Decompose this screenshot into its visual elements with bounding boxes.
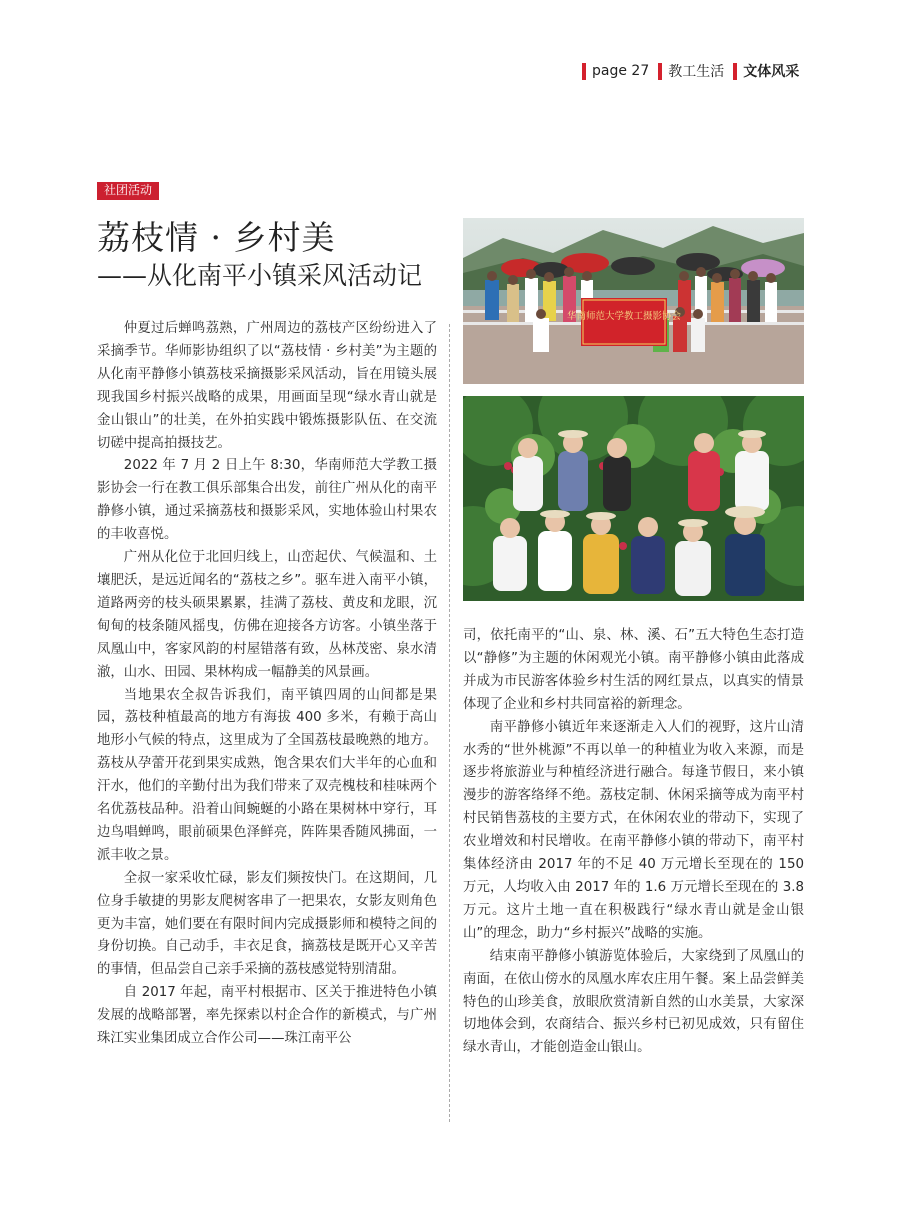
body-paragraph: 全叔一家采收忙碌，影友们频按快门。在这期间，几位身手敏捷的男影友爬树客串了一把果农，女影友则角色更为丰富，她们要在有限时间内完成摄影师和模特之间的身份切换。自己动手，丰衣足食，摘荔枝是既开心又辛苦的事情，但品尝自己亲手采摘的荔枝感觉特别清甜。 — [97, 870, 437, 978]
category-tag: 社团活动 — [97, 182, 159, 200]
column-divider — [449, 324, 450, 1122]
body-paragraph: 结束南平静修小镇游览体验后，大家绕到了凤凰山的南面，在依山傍水的凤凰水库农庄用午餐。案上品尝鲜美特色的山珍美食，放眼欣赏清新自然的山水美景，大家深切地体会到，农商结合、振兴乡村已初见成效，只有留住绿水青山，才能创造金山银山。 — [463, 948, 804, 1056]
body-paragraph: 自 2017 年起，南平村根据市、区关于推进特色小镇发展的战略部署，率先探索以村企合作的新模式，与广州珠江实业集团成立合作公司——珠江南平公 — [97, 985, 437, 1047]
body-paragraph: 仲夏过后蝉鸣荔熟，广州周边的荔枝产区纷纷进入了采摘季节。华师影协组织了以“荔枝情 · 乡村美”为主题的从化南平静修小镇荔枝采摘摄影采风活动，旨在用镜头展现我国乡村振兴战略的成果，用画面呈现“绿水青山就是金山银山”的壮美，在外拍实践中锻炼摄影队伍、在交流切磋中提高拍摄技艺。 — [97, 321, 437, 451]
left-column — [97, 318, 437, 1051]
article-title: 荔枝情 · 乡村美 — [97, 218, 336, 257]
header-bar-marker — [582, 63, 586, 80]
article-subtitle: ——从化南平小镇采风活动记 — [97, 261, 423, 290]
header-bar-marker — [733, 63, 737, 80]
page-number: page 27 — [592, 63, 650, 79]
page-header — [582, 62, 808, 80]
banner-text: 华南师范大学教工摄影协会 — [566, 311, 682, 322]
body-paragraph: 广州从化位于北回归线上，山峦起伏、气候温和、土壤肥沃，是远近闻名的“荔枝之乡”。驱车进入南平小镇，道路两旁的枝头硕果累累，挂满了荔枝、黄皮和龙眼，沉甸甸的枝条随风摇曳，仿佛在迎接各方访客。小镇坐落于凤凰山中，客家风韵的村屋错落有致，丛林茂密、泉水清澈，山水、田园、果林构成一幅静美的风景画。 — [97, 550, 437, 680]
section-name: 教工生活 — [668, 64, 725, 80]
group-photo-reservoir — [463, 218, 804, 384]
header-bar-marker — [658, 63, 662, 80]
association-banner — [567, 298, 682, 346]
lychee-picking-photo — [463, 396, 804, 601]
body-paragraph: 南平静修小镇近年来逐渐走入人们的视野，这片山清水秀的“世外桃源”不再以单一的种植业为收入来源，而是逐步将旅游业与种植经济进行融合。每逢节假日，来小镇漫步的游客络绎不绝。荔枝定制、休闲采摘等成为南平村村民销售荔枝的主要方式，在休闲农业的带动下，实现了农业增效和村民增收。在南平静修小镇的带动下，南平村集体经济由 2017 年的不足 40 万元增长至现在的 150 万元，人均收入由 2017 年的 1.6 万元增长至现在的 3.8 万元。这片土地一直在积极践行“绿水青山就是金山银山”的理念，助力“乡村振兴”战略的实施。 — [463, 719, 804, 941]
body-paragraph: 当地果农全叔告诉我们，南平镇四周的山间都是果园，荔枝种植最高的地方有海拔 400 多米，有赖于高山地形小气候的特点，这里成为了全国荔枝最晚熟的地方。荔枝从孕蕾开花到果实成熟，饱含果农们大半年的心血和汗水，他们的辛勤付出为我们带来了双壳槐枝和桂味两个名优荔枝品种。沿着山间蜿蜒的小路在果树林中穿行，耳边鸟唱蝉鸣，眼前硕果色泽鲜亮，阵阵果香随风拂面，一派丰收之景。 — [97, 687, 437, 863]
subsection-name: 文体风采 — [743, 64, 800, 80]
body-paragraph: 2022 年 7 月 2 日上午 8:30，华南师范大学教工摄影协会一行在教工俱乐部集合出发，前往广州从化的南平静修小镇，通过采摘荔枝和摄影采风，实地体验山村果农的丰收喜悦。 — [97, 458, 437, 543]
right-column — [463, 625, 804, 1060]
body-paragraph-continued: 司，依托南平的“山、泉、林、溪、石”五大特色生态打造以“静修”为主题的休闲观光小镇。南平静修小镇由此落成并成为市民游客体验乡村生活的网红景点，以真实的情景体现了企业和乡村共同富裕的新理念。 — [463, 628, 804, 712]
